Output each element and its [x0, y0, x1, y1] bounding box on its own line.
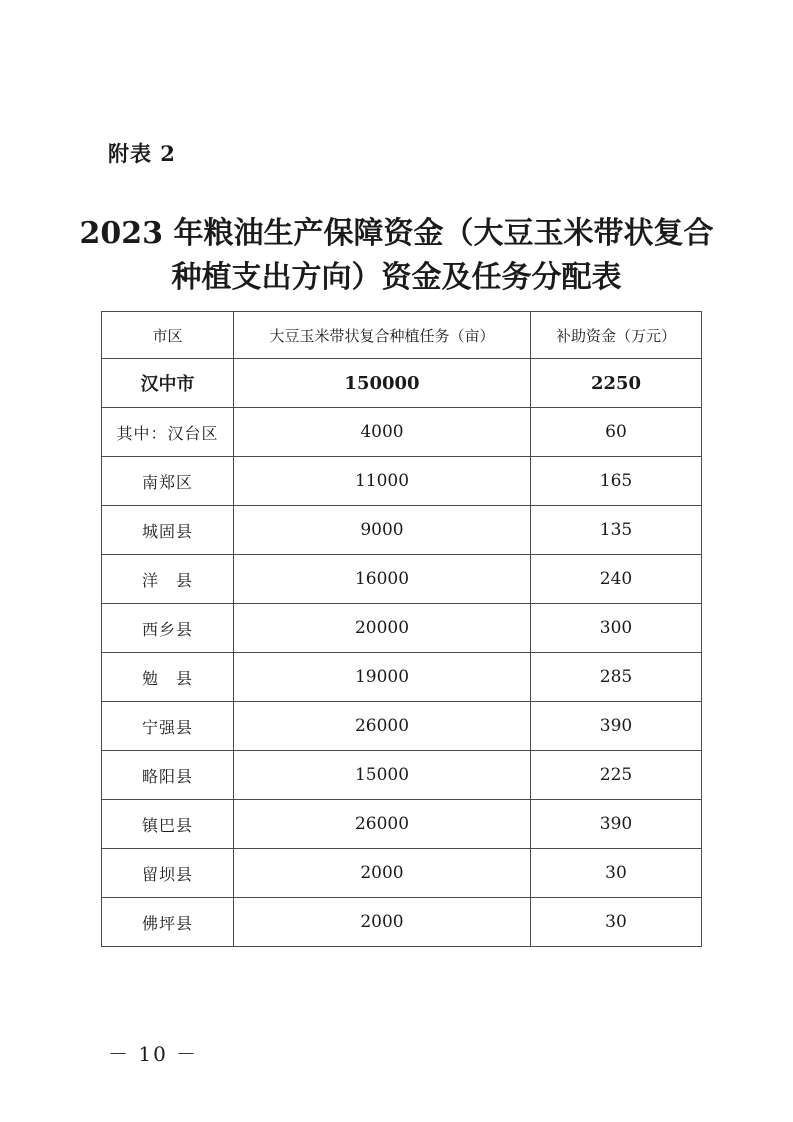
- table-row: [102, 800, 702, 849]
- funds-value: 165: [531, 457, 702, 506]
- header-district: 市区: [102, 312, 234, 359]
- task-value: 20000: [234, 604, 531, 653]
- district-name: 佛坪县: [102, 898, 234, 947]
- table-row: [102, 604, 702, 653]
- table-row: [102, 653, 702, 702]
- table-row: [102, 408, 702, 457]
- table-row-total: [102, 359, 702, 408]
- funds-value: 30: [531, 898, 702, 947]
- district-name: 南郑区: [102, 457, 234, 506]
- funds-value: 390: [531, 702, 702, 751]
- page-number: － 10 －: [108, 1042, 199, 1066]
- funds-value: 300: [531, 604, 702, 653]
- district-name: 城固县: [102, 506, 234, 555]
- header-subsidy-funds: 补助资金（万元）: [531, 312, 702, 359]
- table-header-row: [102, 312, 702, 359]
- district-name: 其中：汉台区: [102, 408, 234, 457]
- task-value: 4000: [234, 408, 531, 457]
- district-name: 西乡县: [102, 604, 234, 653]
- task-value: 19000: [234, 653, 531, 702]
- task-value: 26000: [234, 800, 531, 849]
- table-row: [102, 457, 702, 506]
- attachment-label: 附表 2: [108, 141, 176, 166]
- funds-value: 240: [531, 555, 702, 604]
- funds-value: 30: [531, 849, 702, 898]
- funds-value: 135: [531, 506, 702, 555]
- allocation-table: [101, 311, 702, 947]
- table-row: [102, 898, 702, 947]
- task-value: 16000: [234, 555, 531, 604]
- district-name: 略阳县: [102, 751, 234, 800]
- total-name: 汉中市: [102, 359, 234, 408]
- district-name: 留坝县: [102, 849, 234, 898]
- district-name: 勉 县: [102, 653, 234, 702]
- total-task: 150000: [234, 359, 531, 408]
- district-name: 镇巴县: [102, 800, 234, 849]
- total-funds: 2250: [531, 359, 702, 408]
- task-value: 11000: [234, 457, 531, 506]
- task-value: 2000: [234, 898, 531, 947]
- header-planting-task: 大豆玉米带状复合种植任务（亩）: [234, 312, 531, 359]
- table-row: [102, 555, 702, 604]
- document-title-line-2: 种植支出方向）资金及任务分配表: [171, 260, 622, 295]
- funds-value: 390: [531, 800, 702, 849]
- table-row: [102, 506, 702, 555]
- task-value: 26000: [234, 702, 531, 751]
- document-title-line-1: 2023 年粮油生产保障资金（大豆玉米带状复合: [79, 216, 714, 251]
- district-name: 洋 县: [102, 555, 234, 604]
- table-row: [102, 849, 702, 898]
- task-value: 15000: [234, 751, 531, 800]
- task-value: 2000: [234, 849, 531, 898]
- funds-value: 225: [531, 751, 702, 800]
- funds-value: 285: [531, 653, 702, 702]
- task-value: 9000: [234, 506, 531, 555]
- district-name: 宁强县: [102, 702, 234, 751]
- funds-value: 60: [531, 408, 702, 457]
- table-row: [102, 702, 702, 751]
- table-row: [102, 751, 702, 800]
